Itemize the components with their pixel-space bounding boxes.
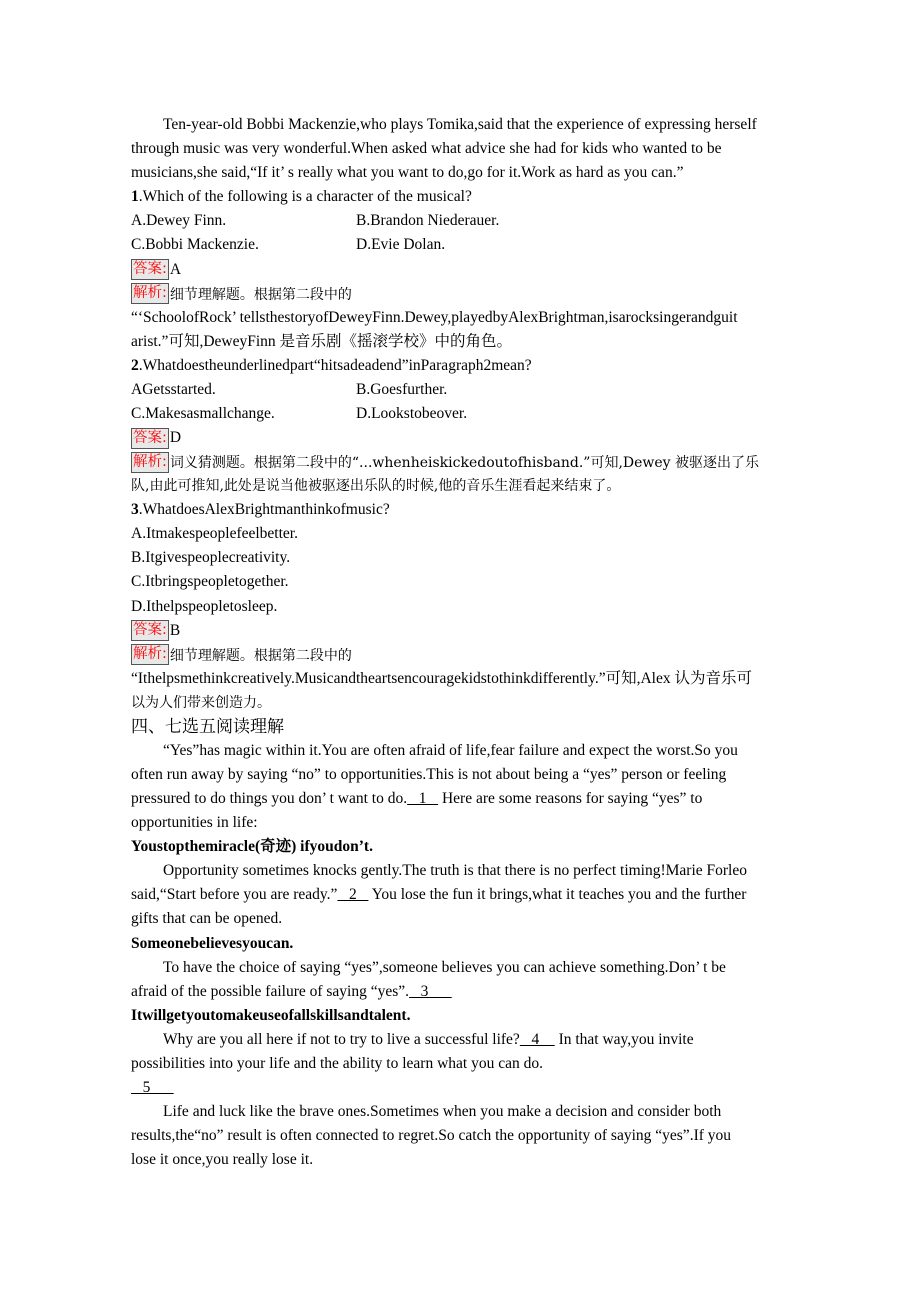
analysis-text: 以为人们带来创造力。 [131, 694, 271, 711]
passage-fragment: pressured to do things you don’ t want to do. [131, 789, 408, 807]
answer-value: B [169, 621, 181, 639]
question-3 [131, 498, 796, 522]
answer-row [131, 426, 796, 450]
analysis-text: “Ithelpsmethinkcreatively.Musicandtheartsencouragekidstothinkdifferently.”可知,Alex 认为音乐可 [131, 669, 752, 687]
analysis-label: 解析: [131, 452, 169, 473]
option-a: A.Itmakespeoplefeelbetter. [131, 525, 298, 543]
passage-fragment: You lose the fun it brings,what it teaches you and the further [368, 886, 747, 904]
analysis-row [131, 450, 796, 474]
options-row [131, 378, 796, 402]
analysis-text: 细节理解题。根据第二段中的 [169, 286, 352, 303]
analysis-text: “‘SchoolofRock’ tellsthestoryofDeweyFinn.Dewey,playedbyAlexBrightman,isarocksingerandguit [131, 308, 738, 326]
passage-fragment: Here are some reasons for saying “yes” to [438, 789, 703, 807]
question-1 [131, 185, 796, 209]
question-number: 3 [131, 501, 139, 519]
passage-text: possibilities into your life and the ability to learn what you can do. [131, 1055, 543, 1072]
passage-text: often run away by saying “no” to opportunities.This is not about being a “yes” person or feeling [131, 765, 727, 783]
options-row [131, 209, 796, 233]
passage-text: gifts that can be opened. [131, 910, 283, 928]
analysis-text: 细节理解题。根据第二段中的 [169, 647, 352, 664]
passage-text: Life and luck like the brave ones.Sometimes when you make a decision and consider both [163, 1103, 722, 1121]
analysis-row [131, 282, 796, 306]
passage-fragment: afraid of the possible failure of saying “yes”. [131, 982, 410, 1000]
option-d: D.Ithelpspeopletosleep. [131, 597, 278, 615]
answer-label: 答案: [131, 259, 169, 280]
passage-fragment: Why are you all here if not to try to live a successful life? [163, 1030, 520, 1048]
passage-text: musicians,she said,“If it’ s really what you want to do,go for it.Work as hard as you can.” [131, 164, 684, 182]
passage-text [131, 1076, 796, 1100]
options-row [131, 233, 796, 257]
analysis-row [131, 643, 796, 667]
subheading: Someonebelievesyoucan. [131, 934, 294, 952]
option-b: B.Brandon Niederauer. [356, 212, 500, 230]
options-row [131, 402, 796, 426]
question-2 [131, 354, 796, 378]
question-text: .Whatdoestheunderlinedpart“hitsadeadend”inParagraph2mean? [138, 356, 532, 374]
answer-row [131, 258, 796, 282]
option-b: B.Itgivespeoplecreativity. [131, 549, 291, 567]
passage-text: Ten-year-old Bobbi Mackenzie,who plays Tomika,said that the experience of expressing herself [163, 116, 757, 133]
passage-text: To have the choice of saying “yes”,someone believes you can achieve something.Don’ t be [163, 958, 726, 976]
passage-text [131, 787, 796, 811]
subheading: Itwillgetyoutomakeuseofallskillsandtalent. [131, 1006, 411, 1024]
option-d: D.Evie Dolan. [356, 236, 446, 254]
passage-text: through music was very wonderful.When asked what advice she had for kids who wanted to be [131, 140, 722, 158]
passage-text: results,the“no” result is often connected to regret.So catch the opportunity of saying “yes”.If you [131, 1127, 732, 1145]
option-c: C.Itbringspeopletogether. [131, 573, 289, 591]
analysis-text: arist.”可知,DeweyFinn 是音乐剧《摇滚学校》中的角色。 [131, 332, 513, 350]
passage-text [131, 883, 796, 907]
answer-row [131, 619, 796, 643]
blank-4: 4 [519, 1030, 555, 1048]
blank-3: 3 [409, 982, 452, 1000]
option-c: C.Makesasmallchange. [131, 404, 275, 422]
option-c: C.Bobbi Mackenzie. [131, 236, 259, 254]
analysis-label: 解析: [131, 644, 169, 665]
question-text: .Which of the following is a character of the musical? [138, 188, 472, 206]
passage-text [131, 980, 796, 1004]
question-text: .WhatdoesAlexBrightmanthinkofmusic? [138, 501, 390, 519]
answer-value: A [169, 260, 182, 278]
analysis-text: 词义猜测题。根据第二段中的“...whenheiskickedoutofhisband.”可知,Dewey 被驱逐出了乐 [169, 455, 760, 472]
analysis-text: 队,由此可推知,此处是说当他被驱逐出乐队的时候,他的音乐生涯看起来结束了。 [131, 478, 621, 495]
answer-value: D [169, 429, 182, 447]
passage-text: lose it once,you really lose it. [131, 1151, 314, 1169]
option-d: D.Lookstobeover. [356, 404, 468, 422]
answer-label: 答案: [131, 620, 169, 641]
option-a: AGetsstarted. [131, 380, 216, 398]
blank-2: 2 [337, 886, 369, 904]
passage-text [131, 1028, 796, 1052]
subheading: Youstopthemiracle(奇迹) ifyoudon’t. [131, 838, 373, 856]
passage-text: “Yes”has magic within it.You are often afraid of life,fear failure and expect the worst.So you [163, 741, 738, 759]
passage-fragment: said,“Start before you are ready.” [131, 886, 338, 904]
passage-text: Opportunity sometimes knocks gently.The truth is that there is no perfect timing!Marie Forleo [163, 862, 747, 880]
section-title: 四、七选五阅读理解 [131, 716, 284, 737]
question-number: 1 [131, 188, 139, 206]
document-page [131, 113, 796, 1172]
passage-text: opportunities in life: [131, 814, 258, 832]
blank-5: 5 [131, 1079, 174, 1097]
option-a: A.Dewey Finn. [131, 212, 227, 230]
answer-label: 答案: [131, 428, 169, 449]
blank-1: 1 [407, 789, 439, 807]
option-b: B.Goesfurther. [356, 380, 448, 398]
analysis-label: 解析: [131, 283, 169, 304]
question-number: 2 [131, 356, 139, 374]
passage-fragment: In that way,you invite [554, 1030, 694, 1048]
